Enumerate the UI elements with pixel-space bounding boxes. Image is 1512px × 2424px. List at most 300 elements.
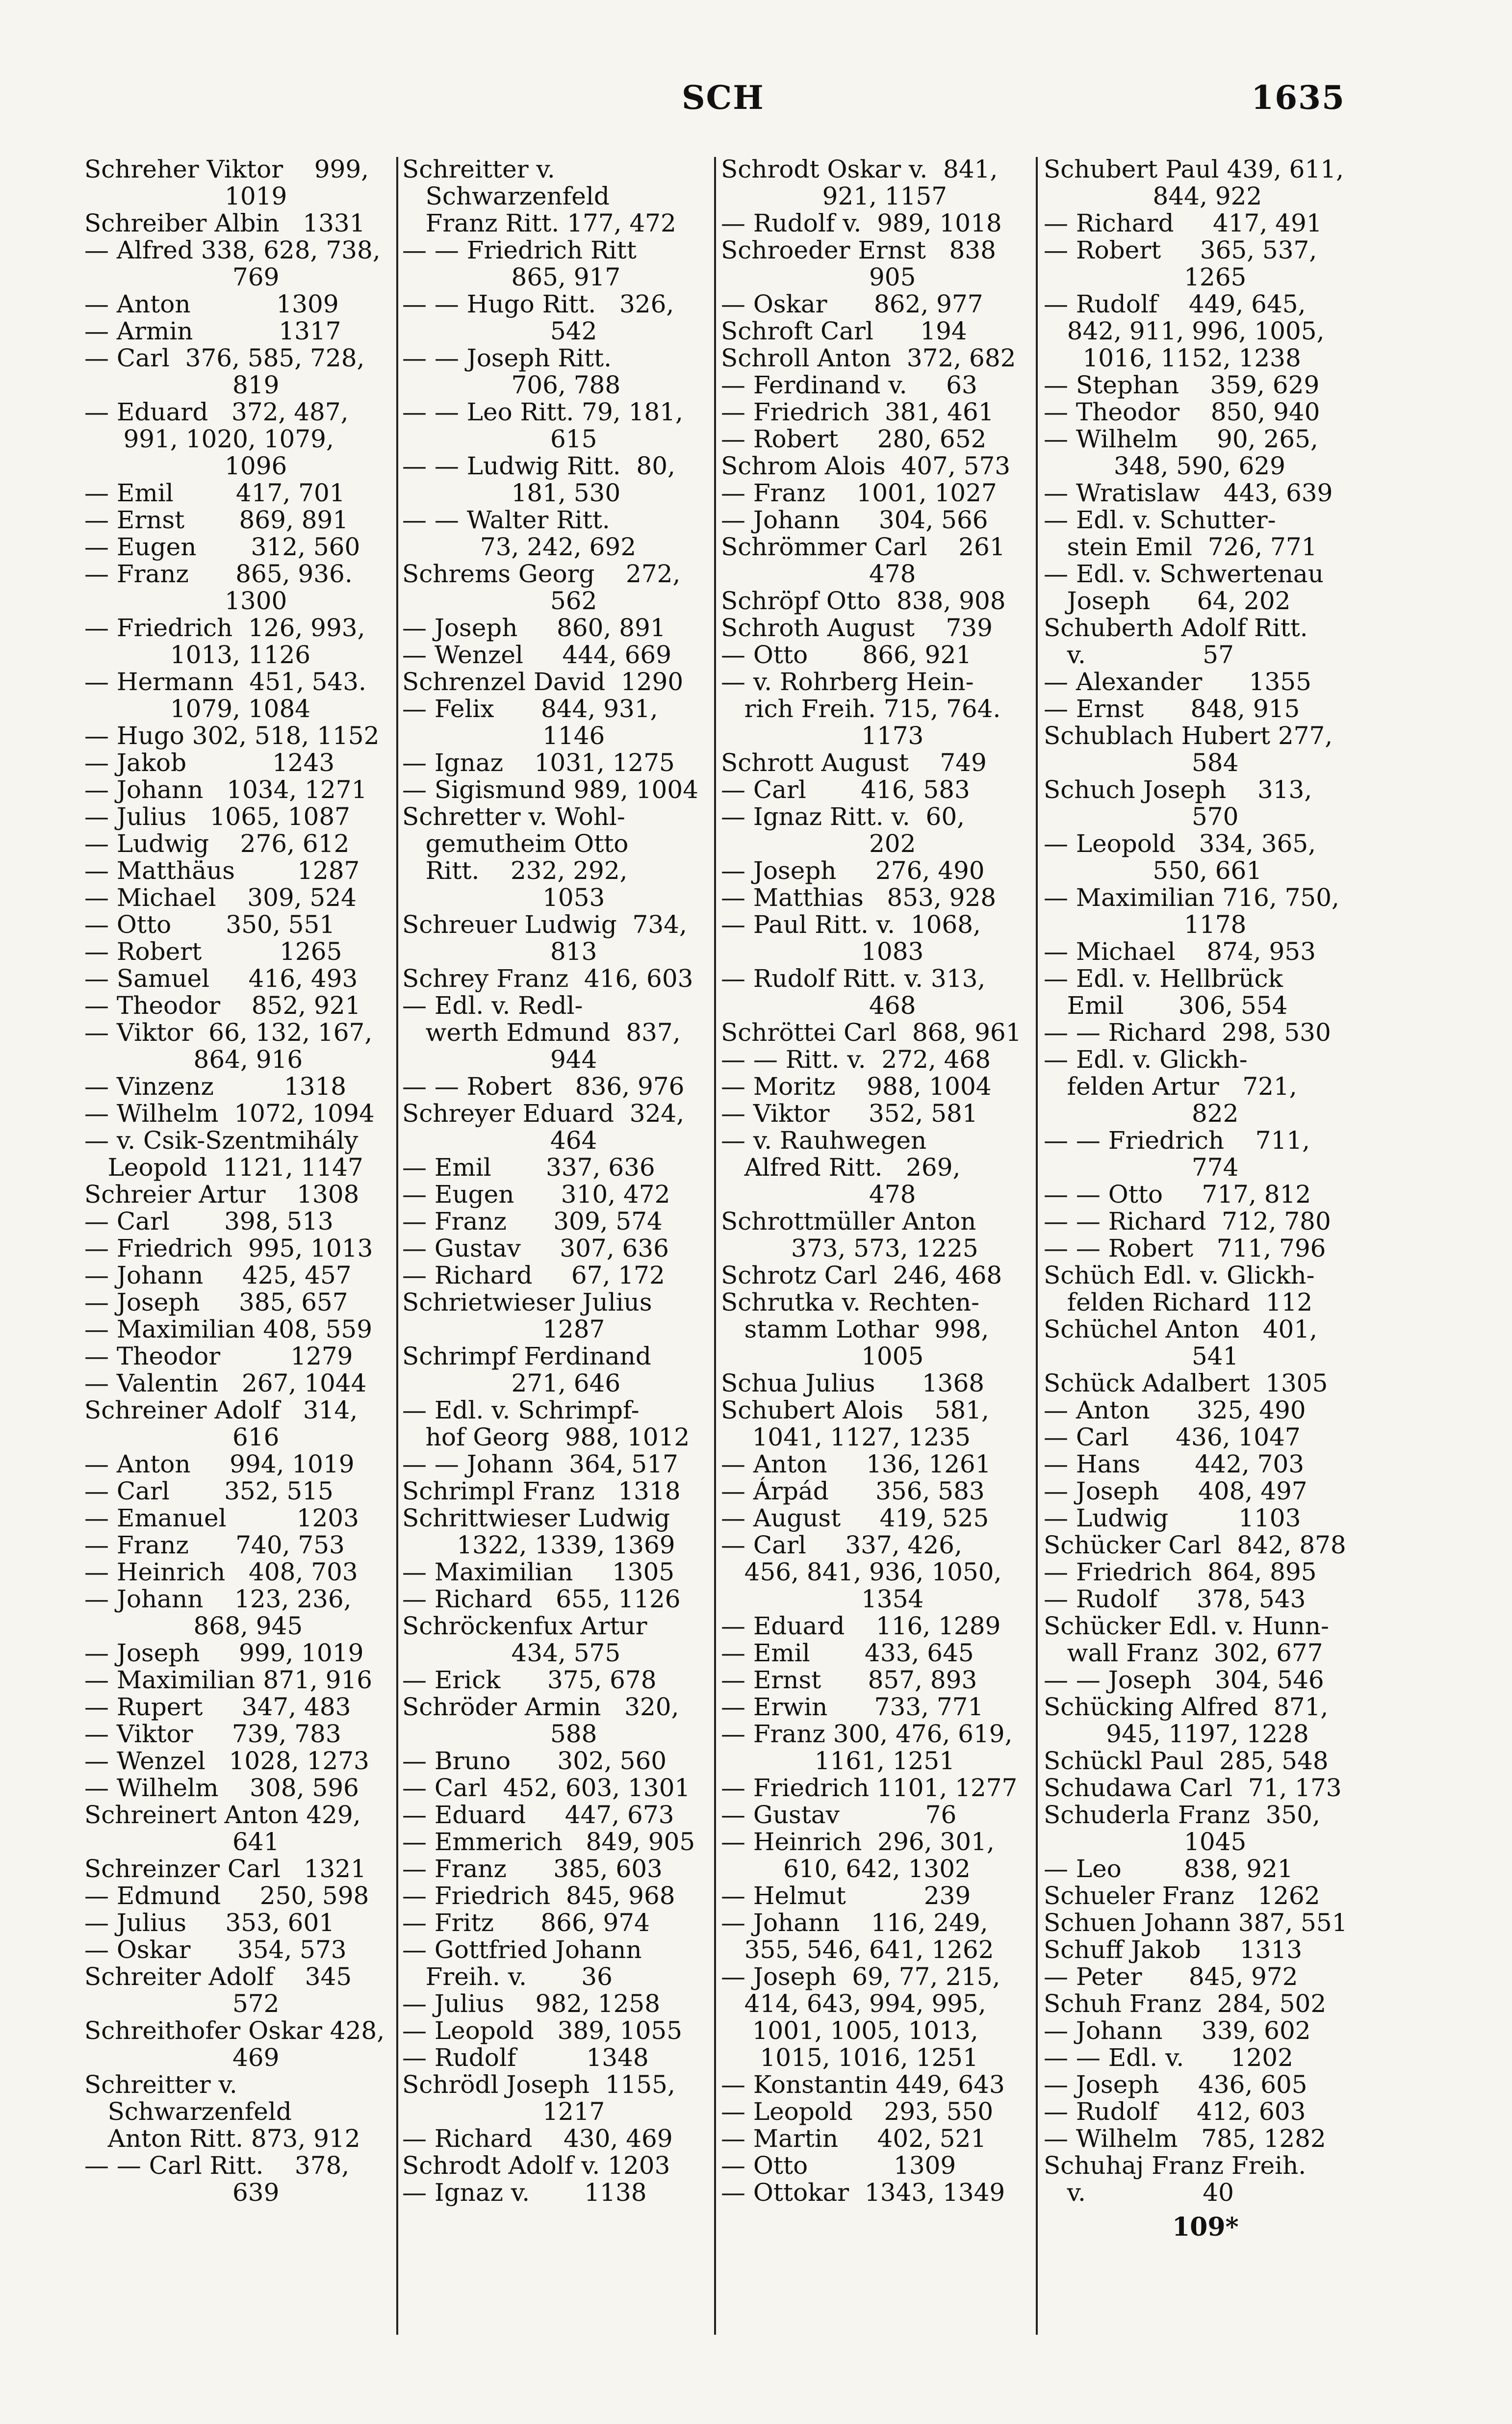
- index-entry: 1173: [721, 722, 924, 750]
- index-column-3: [721, 156, 1035, 2206]
- index-entry: Schüch Edl. v. Glickh-: [1044, 1261, 1315, 1289]
- index-entry: — Anton 1309: [84, 290, 339, 318]
- index-entry: 1322, 1339, 1369: [402, 1531, 675, 1559]
- index-entry: Schuhaj Franz Freih.: [1044, 2151, 1307, 2180]
- index-entry: — Emil 417, 701: [84, 479, 345, 507]
- index-entry: 1300: [84, 587, 287, 615]
- index-entry: 202: [721, 829, 916, 858]
- index-entry: — Richard 417, 491: [1044, 209, 1322, 237]
- index-entry: — Eugen 312, 560: [84, 533, 360, 561]
- index-entry: Schwarzenfeld: [402, 182, 610, 210]
- index-entry: Emil 306, 554: [1044, 991, 1288, 1020]
- index-entry: — Gottfried Johann: [402, 1935, 642, 1964]
- index-entry: — Heinrich 408, 703: [84, 1558, 358, 1586]
- index-entry: Schrotz Carl 246, 468: [721, 1261, 1002, 1289]
- index-entry: — Eduard 447, 673: [402, 1801, 674, 1829]
- index-entry: — Johann 116, 249,: [721, 1908, 988, 1937]
- index-entry: Schrott August 749: [721, 748, 987, 777]
- index-entry: — Carl 452, 603, 1301: [402, 1774, 691, 1802]
- index-entry: — Theodor 1279: [84, 1342, 353, 1370]
- index-entry: — Wenzel 1028, 1273: [84, 1747, 369, 1775]
- index-entry: — Edl. v. Redl-: [402, 991, 583, 1020]
- index-entry: 478: [721, 1180, 916, 1209]
- index-entry: Schücking Alfred 871,: [1044, 1693, 1329, 1721]
- index-entry: 550, 661: [1044, 856, 1262, 885]
- index-entry: — Eduard 372, 487,: [84, 398, 349, 426]
- index-entry: Schubert Alois 581,: [721, 1396, 989, 1424]
- index-entry: — Edl. v. Hellbrück: [1044, 964, 1283, 993]
- index-entry: — Friedrich 864, 895: [1044, 1558, 1317, 1586]
- index-entry: — Julius 1065, 1087: [84, 802, 350, 831]
- index-entry: — Franz 1001, 1027: [721, 479, 997, 507]
- index-entry: — Emanuel 1203: [84, 1504, 359, 1532]
- index-entry: gemutheim Otto: [402, 829, 629, 858]
- index-entry: — Ignaz v. 1138: [402, 2178, 647, 2206]
- index-entry: — Robert 365, 537,: [1044, 236, 1317, 264]
- index-entry: — Viktor 66, 132, 167,: [84, 1018, 373, 1047]
- index-entry: 842, 911, 996, 1005,: [1044, 317, 1325, 345]
- index-entry: Schubert Paul 439, 611,: [1044, 156, 1344, 183]
- index-entry: — Franz 309, 574: [402, 1207, 663, 1236]
- index-entry: — v. Rauhwegen: [721, 1126, 927, 1155]
- index-entry: 572: [84, 1989, 280, 2018]
- index-entry: Leopold 1121, 1147: [84, 1153, 363, 1182]
- index-entry: — — Ludwig Ritt. 80,: [402, 452, 675, 480]
- index-entry: 822: [1044, 1099, 1239, 1128]
- index-entry: — Anton 994, 1019: [84, 1450, 355, 1478]
- index-entry: 1146: [402, 722, 605, 750]
- index-entry: — Oskar 862, 977: [721, 290, 983, 318]
- index-entry: 819: [84, 371, 280, 399]
- index-entry: — — Friedrich Ritt: [402, 236, 637, 264]
- index-entry: — Ludwig 276, 612: [84, 829, 350, 858]
- index-entry: 562: [402, 587, 597, 615]
- index-entry: 1217: [402, 2097, 605, 2126]
- index-entry: — Edl. v. Schwertenau: [1044, 560, 1324, 588]
- index-entry: 921, 1157: [721, 182, 948, 210]
- index-entry: Schuderla Franz 350,: [1044, 1801, 1320, 1829]
- index-entry: — — Friedrich 711,: [1044, 1126, 1310, 1155]
- index-entry: Schrimpf Ferdinand: [402, 1342, 651, 1370]
- index-entry: Schrenzel David 1290: [402, 668, 684, 696]
- index-entry: — Felix 844, 931,: [402, 695, 658, 723]
- index-entry: — Rudolf 412, 603: [1044, 2097, 1306, 2126]
- page-number: 1635: [1251, 78, 1345, 117]
- index-entry: Schreinert Anton 429,: [84, 1801, 361, 1829]
- index-entry: Schrittwieser Ludwig: [402, 1504, 670, 1532]
- index-entry: — Edl. v. Glickh-: [1044, 1045, 1248, 1074]
- index-entry: 373, 573, 1225: [721, 1234, 978, 1263]
- index-entry: — Rupert 347, 483: [84, 1693, 351, 1721]
- index-entry: Schröckenfux Artur: [402, 1612, 647, 1640]
- index-entry: felden Richard 112: [1044, 1288, 1313, 1316]
- index-entry: — Friedrich 381, 461: [721, 398, 994, 426]
- index-entry: — Johann 1034, 1271: [84, 775, 367, 804]
- index-entry: — Edl. v. Schrimpf-: [402, 1396, 640, 1424]
- index-entry: Schreier Artur 1308: [84, 1180, 359, 1209]
- index-entry: werth Edmund 837,: [402, 1018, 681, 1047]
- index-entry: Schreher Viktor 999,: [84, 156, 369, 183]
- index-entry: Schücker Carl 842, 878: [1044, 1531, 1346, 1559]
- index-entry: stein Emil 726, 771: [1044, 533, 1317, 561]
- index-entry: 456, 841, 936, 1050,: [721, 1558, 1002, 1586]
- index-entry: — Edl. v. Schutter-: [1044, 506, 1276, 534]
- index-entry: Schrömmer Carl 261: [721, 533, 1005, 561]
- index-entry: Schrödl Joseph 1155,: [402, 2070, 675, 2099]
- index-entry: — — Joseph Ritt.: [402, 344, 612, 372]
- index-entry: Schücker Edl. v. Hunn-: [1044, 1612, 1329, 1640]
- index-entry: Schrom Alois 407, 573: [721, 452, 1011, 480]
- index-entry: — Emmerich 849, 905: [402, 1828, 695, 1856]
- index-entry: 541: [1044, 1342, 1239, 1370]
- index-entry: Schudawa Carl 71, 173: [1044, 1774, 1342, 1802]
- index-entry: — Anton 136, 1261: [721, 1450, 991, 1478]
- index-entry: Schuff Jakob 1313: [1044, 1935, 1303, 1964]
- index-entry: Schrimpl Franz 1318: [402, 1477, 681, 1505]
- index-entry: — Árpád 356, 583: [721, 1477, 985, 1505]
- index-entry: 1265: [1044, 263, 1247, 291]
- index-entry: 1083: [721, 937, 924, 966]
- index-entry: — Gustav 307, 636: [402, 1234, 669, 1263]
- index-entry: — Helmut 239: [721, 1882, 971, 1910]
- index-entry: — Johann 425, 457: [84, 1261, 352, 1289]
- index-entry: — Leopold 334, 365,: [1044, 829, 1316, 858]
- index-entry: 864, 916: [84, 1045, 303, 1074]
- index-entry: — Bruno 302, 560: [402, 1747, 667, 1775]
- index-entry: Schrems Georg 272,: [402, 560, 681, 588]
- index-entry: Schröttei Carl 868, 961: [721, 1018, 1022, 1047]
- index-entry: — Edmund 250, 598: [84, 1882, 369, 1910]
- index-entry: — Robert 280, 652: [721, 425, 987, 453]
- index-entry: — Michael 309, 524: [84, 883, 357, 912]
- index-entry: — Sigismund 989, 1004: [402, 775, 698, 804]
- index-entry: — Konstantin 449, 643: [721, 2070, 1005, 2099]
- index-entry: 73, 242, 692: [402, 533, 637, 561]
- index-entry: Schröpf Otto 838, 908: [721, 587, 1006, 615]
- index-entry: Ritt. 232, 292,: [402, 856, 628, 885]
- index-entry: 615: [402, 425, 597, 453]
- index-entry: — Ottokar 1343, 1349: [721, 2178, 1005, 2206]
- index-entry: — Alfred 338, 628, 738,: [84, 236, 381, 264]
- index-entry: — — Edl. v. 1202: [1044, 2043, 1293, 2072]
- index-entry: — Carl 398, 513: [84, 1207, 333, 1236]
- index-entry: Schwarzenfeld: [84, 2097, 292, 2126]
- index-entry: 1053: [402, 883, 605, 912]
- index-entry: 944: [402, 1045, 597, 1074]
- index-entry: 1041, 1127, 1235: [721, 1423, 971, 1451]
- index-entry: Schröder Armin 320,: [402, 1693, 679, 1721]
- index-entry: — — Joseph 304, 546: [1044, 1666, 1324, 1694]
- index-entry: — Alexander 1355: [1044, 668, 1311, 696]
- index-entry: — Franz 385, 603: [402, 1855, 663, 1883]
- index-entry: — Rudolf 449, 645,: [1044, 290, 1306, 318]
- index-entry: 1287: [402, 1315, 605, 1343]
- index-entry: — Fritz 866, 974: [402, 1908, 650, 1937]
- index-entry: 414, 643, 994, 995,: [721, 1989, 986, 2018]
- index-entry: Schreitter v.: [402, 156, 555, 183]
- index-entry: 588: [402, 1720, 597, 1748]
- index-entry: — Martin 402, 521: [721, 2124, 987, 2153]
- index-entry: 1005: [721, 1342, 924, 1370]
- index-entry: — Paul Ritt. v. 1068,: [721, 910, 981, 939]
- index-entry: 1001, 1005, 1013,: [721, 2016, 978, 2045]
- index-entry: — — Carl Ritt. 378,: [84, 2151, 350, 2180]
- index-entry: — Joseph 385, 657: [84, 1288, 348, 1316]
- index-entry: — Johann 123, 236,: [84, 1585, 352, 1613]
- index-entry: wall Franz 302, 677: [1044, 1639, 1323, 1667]
- index-entry: 464: [402, 1126, 597, 1155]
- index-entry: — Johann 339, 602: [1044, 2016, 1311, 2045]
- index-entry: 610, 642, 1302: [721, 1855, 971, 1883]
- index-entry: 1178: [1044, 910, 1247, 939]
- index-entry: 434, 575: [402, 1639, 621, 1667]
- index-entry: 570: [1044, 802, 1239, 831]
- index-entry: — Eduard 116, 1289: [721, 1612, 1001, 1640]
- index-entry: v. 40: [1044, 2178, 1234, 2206]
- index-entry: — — Otto 717, 812: [1044, 1180, 1311, 1209]
- index-entry: Schrutka v. Rechten-: [721, 1288, 979, 1316]
- index-entry: 181, 530: [402, 479, 621, 507]
- index-entry: — Ignaz Ritt. v. 60,: [721, 802, 965, 831]
- index-entry: — Wilhelm 90, 265,: [1044, 425, 1318, 453]
- index-entry: — Franz 740, 753: [84, 1531, 345, 1559]
- index-entry: Schuen Johann 387, 551: [1044, 1908, 1348, 1937]
- index-entry: 271, 646: [402, 1369, 621, 1397]
- index-entry: hof Georg 988, 1012: [402, 1423, 690, 1451]
- index-entry: — Wilhelm 1072, 1094: [84, 1099, 375, 1128]
- index-entry: — Ernst 869, 891: [84, 506, 349, 534]
- index-entry: Schrodt Adolf v. 1203: [402, 2151, 670, 2180]
- index-entry: felden Artur 721,: [1044, 1072, 1297, 1101]
- index-entry: — Stephan 359, 629: [1044, 371, 1320, 399]
- index-entry: — Carl 416, 583: [721, 775, 970, 804]
- index-entry: — Viktor 739, 783: [84, 1720, 341, 1748]
- index-entry: Franz Ritt. 177, 472: [402, 209, 676, 237]
- index-entry: — Joseph 436, 605: [1044, 2070, 1307, 2099]
- index-entry: Schreuer Ludwig 734,: [402, 910, 687, 939]
- index-entry: — Johann 304, 566: [721, 506, 988, 534]
- index-entry: 1045: [1044, 1828, 1247, 1856]
- index-entry: — Joseph 408, 497: [1044, 1477, 1307, 1505]
- index-entry: — Matthias 853, 928: [721, 883, 997, 912]
- index-entry: — Michael 874, 953: [1044, 937, 1316, 966]
- index-entry: Schüchel Anton 401,: [1044, 1315, 1318, 1343]
- index-entry: 1096: [84, 452, 287, 480]
- index-entry: — Ernst 857, 893: [721, 1666, 977, 1694]
- index-entry: — Anton 325, 490: [1044, 1396, 1306, 1424]
- index-entry: 1013, 1126: [84, 641, 311, 669]
- index-entry: — Maximilian 871, 916: [84, 1666, 373, 1694]
- index-entry: — Franz 865, 936.: [84, 560, 353, 588]
- index-entry: Schückl Paul 285, 548: [1044, 1747, 1329, 1775]
- index-entry: — — Leo Ritt. 79, 181,: [402, 398, 683, 426]
- index-entry: Schück Adalbert 1305: [1044, 1369, 1328, 1397]
- index-entry: Schuh Franz 284, 502: [1044, 1989, 1327, 2018]
- index-entry: 813: [402, 937, 597, 966]
- index-entry: — — Hugo Ritt. 326,: [402, 290, 674, 318]
- index-entry: 1016, 1152, 1238: [1044, 344, 1301, 372]
- index-entry: — — Richard 712, 780: [1044, 1207, 1331, 1236]
- index-entry: — Leopold 389, 1055: [402, 2016, 683, 2045]
- index-entry: — Otto 866, 921: [721, 641, 972, 669]
- index-entry: — Wratislaw 443, 639: [1044, 479, 1333, 507]
- index-entry: Schreyer Eduard 324,: [402, 1099, 685, 1128]
- index-entry: — Eugen 310, 472: [402, 1180, 670, 1209]
- index-entry: — Carl 436, 1047: [1044, 1423, 1301, 1451]
- index-entry: Schroeder Ernst 838: [721, 236, 996, 264]
- index-entry: — Julius 353, 601: [84, 1908, 335, 1937]
- index-entry: — Maximilian 716, 750,: [1044, 883, 1339, 912]
- index-entry: 865, 917: [402, 263, 621, 291]
- index-entry: — Gustav 76: [721, 1801, 957, 1829]
- index-entry: — Emil 433, 645: [721, 1639, 974, 1667]
- index-entry: — Rudolf 378, 543: [1044, 1585, 1306, 1613]
- index-entry: Schrietwieser Julius: [402, 1288, 652, 1316]
- index-entry: — Theodor 850, 940: [1044, 398, 1320, 426]
- index-entry: Schreinzer Carl 1321: [84, 1855, 366, 1883]
- index-entry: — Hugo 302, 518, 1152: [84, 722, 380, 750]
- index-entry: 616: [84, 1423, 280, 1451]
- index-entry: — Richard 67, 172: [402, 1261, 665, 1289]
- index-entry: — Friedrich 995, 1013: [84, 1234, 373, 1263]
- index-entry: — Ferdinand v. 63: [721, 371, 977, 399]
- index-entry: — Carl 352, 515: [84, 1477, 333, 1505]
- index-entry: 1015, 1016, 1251: [721, 2043, 978, 2072]
- index-entry: — — Robert 836, 976: [402, 1072, 685, 1101]
- column-divider: [1036, 157, 1038, 2335]
- index-entry: — Leo 838, 921: [1044, 1855, 1293, 1883]
- index-entry: — Jakob 1243: [84, 748, 335, 777]
- index-entry: — Oskar 354, 573: [84, 1935, 347, 1964]
- index-entry: Schreithofer Oskar 428,: [84, 2016, 385, 2045]
- index-entry: 468: [721, 991, 916, 1020]
- index-entry: 641: [84, 1828, 280, 1856]
- index-entry: — — Johann 364, 517: [402, 1450, 678, 1478]
- index-entry: — Joseph 276, 490: [721, 856, 985, 885]
- index-entry: 478: [721, 560, 916, 588]
- index-entry: 1354: [721, 1585, 924, 1613]
- index-entry: — Wilhelm 785, 1282: [1044, 2124, 1326, 2153]
- index-entry: — Armin 1317: [84, 317, 341, 345]
- index-entry: 905: [721, 263, 916, 291]
- index-entry: — Joseph 860, 891: [402, 614, 666, 642]
- index-entry: Alfred Ritt. 269,: [721, 1153, 961, 1182]
- index-entry: — Robert 1265: [84, 937, 342, 966]
- index-entry: — Matthäus 1287: [84, 856, 360, 885]
- index-entry: Schublach Hubert 277,: [1044, 722, 1333, 750]
- index-entry: Schreitter v.: [84, 2070, 237, 2099]
- index-entry: — — Walter Ritt.: [402, 506, 610, 534]
- index-entry: — Richard 655, 1126: [402, 1585, 681, 1613]
- index-entry: 584: [1044, 748, 1239, 777]
- index-entry: — Rudolf 1348: [402, 2043, 649, 2072]
- signature-mark: 109*: [1172, 2212, 1239, 2242]
- index-column-1: [84, 156, 398, 2206]
- index-entry: 348, 590, 629: [1044, 452, 1285, 480]
- index-entry: — Emil 337, 636: [402, 1153, 655, 1182]
- index-entry: — Ernst 848, 915: [1044, 695, 1300, 723]
- index-entry: 769: [84, 263, 280, 291]
- index-entry: — Maximilian 408, 559: [84, 1315, 373, 1343]
- index-entry: — — Ritt. v. 272, 468: [721, 1045, 991, 1074]
- index-entry: 945, 1197, 1228: [1044, 1720, 1309, 1748]
- index-entry: — — Richard 298, 530: [1044, 1018, 1331, 1047]
- index-entry: v. 57: [1044, 641, 1234, 669]
- index-entry: 639: [84, 2178, 280, 2206]
- index-entry: — Erick 375, 678: [402, 1666, 657, 1694]
- index-entry: Anton Ritt. 873, 912: [84, 2124, 360, 2153]
- index-column-2: [402, 156, 716, 2206]
- index-entry: 1019: [84, 182, 287, 210]
- index-entry: — Franz 300, 476, 619,: [721, 1720, 1013, 1748]
- index-entry: — Theodor 852, 921: [84, 991, 361, 1020]
- index-entry: Schroft Carl 194: [721, 317, 967, 345]
- index-entry: — Richard 430, 469: [402, 2124, 673, 2153]
- index-entry: 868, 945: [84, 1612, 303, 1640]
- index-entry: — Vinzenz 1318: [84, 1072, 347, 1101]
- index-entry: 774: [1044, 1153, 1239, 1182]
- index-entry: Freih. v. 36: [402, 1962, 613, 1991]
- index-entry: 469: [84, 2043, 280, 2072]
- index-entry: — Wenzel 444, 669: [402, 641, 672, 669]
- index-entry: Schroll Anton 372, 682: [721, 344, 1016, 372]
- index-entry: — Carl 376, 585, 728,: [84, 344, 365, 372]
- index-column-4: [1044, 156, 1348, 2206]
- index-entry: — Erwin 733, 771: [721, 1693, 984, 1721]
- index-entry: — Samuel 416, 493: [84, 964, 358, 993]
- index-entry: 706, 788: [402, 371, 621, 399]
- index-entry: — Otto 1309: [721, 2151, 956, 2180]
- index-entry: — Friedrich 126, 993,: [84, 614, 365, 642]
- index-entry: Schua Julius 1368: [721, 1369, 985, 1397]
- index-entry: — v. Csik-Szentmihály: [84, 1126, 359, 1155]
- index-entry: Schreiner Adolf 314,: [84, 1396, 358, 1424]
- index-entry: Schretter v. Wohl-: [402, 802, 625, 831]
- index-entry: — Hermann 451, 543.: [84, 668, 366, 696]
- index-entry: — Joseph 69, 77, 215,: [721, 1962, 1000, 1991]
- index-entry: — Friedrich 1101, 1277: [721, 1774, 1018, 1802]
- index-entry: Schuch Joseph 313,: [1044, 775, 1312, 804]
- index-entry: — Wilhelm 308, 596: [84, 1774, 359, 1802]
- index-entry: — Rudolf v. 989, 1018: [721, 209, 1002, 237]
- index-entry: Schrottmüller Anton: [721, 1207, 976, 1236]
- index-entry: Schreiter Adolf 345: [84, 1962, 352, 1991]
- index-entry: — Julius 982, 1258: [402, 1989, 661, 2018]
- index-entry: — Ignaz 1031, 1275: [402, 748, 675, 777]
- index-entry: 1161, 1251: [721, 1747, 955, 1775]
- index-entry: — August 419, 525: [721, 1504, 989, 1532]
- index-entry: Schreiber Albin 1331: [84, 209, 365, 237]
- index-entry: — Moritz 988, 1004: [721, 1072, 992, 1101]
- index-entry: — Leopold 293, 550: [721, 2097, 994, 2126]
- index-entry: — Ludwig 1103: [1044, 1504, 1301, 1532]
- index-entry: — Viktor 352, 581: [721, 1099, 978, 1128]
- index-entry: — Maximilian 1305: [402, 1558, 675, 1586]
- index-entry: Schrey Franz 416, 603: [402, 964, 693, 993]
- index-entry: — Friedrich 845, 968: [402, 1882, 675, 1910]
- index-entry: 542: [402, 317, 597, 345]
- index-entry: 1079, 1084: [84, 695, 311, 723]
- index-entry: 991, 1020, 1079,: [84, 425, 334, 453]
- index-entry: — Peter 845, 972: [1044, 1962, 1298, 1991]
- page-title: SCH: [682, 78, 765, 117]
- index-entry: Joseph 64, 202: [1044, 587, 1291, 615]
- index-entry: 844, 922: [1044, 182, 1262, 210]
- index-entry: Schueler Franz 1262: [1044, 1882, 1320, 1910]
- index-entry: Schroth August 739: [721, 614, 993, 642]
- index-entry: Schrodt Oskar v. 841,: [721, 156, 998, 183]
- index-entry: 355, 546, 641, 1262: [721, 1935, 994, 1964]
